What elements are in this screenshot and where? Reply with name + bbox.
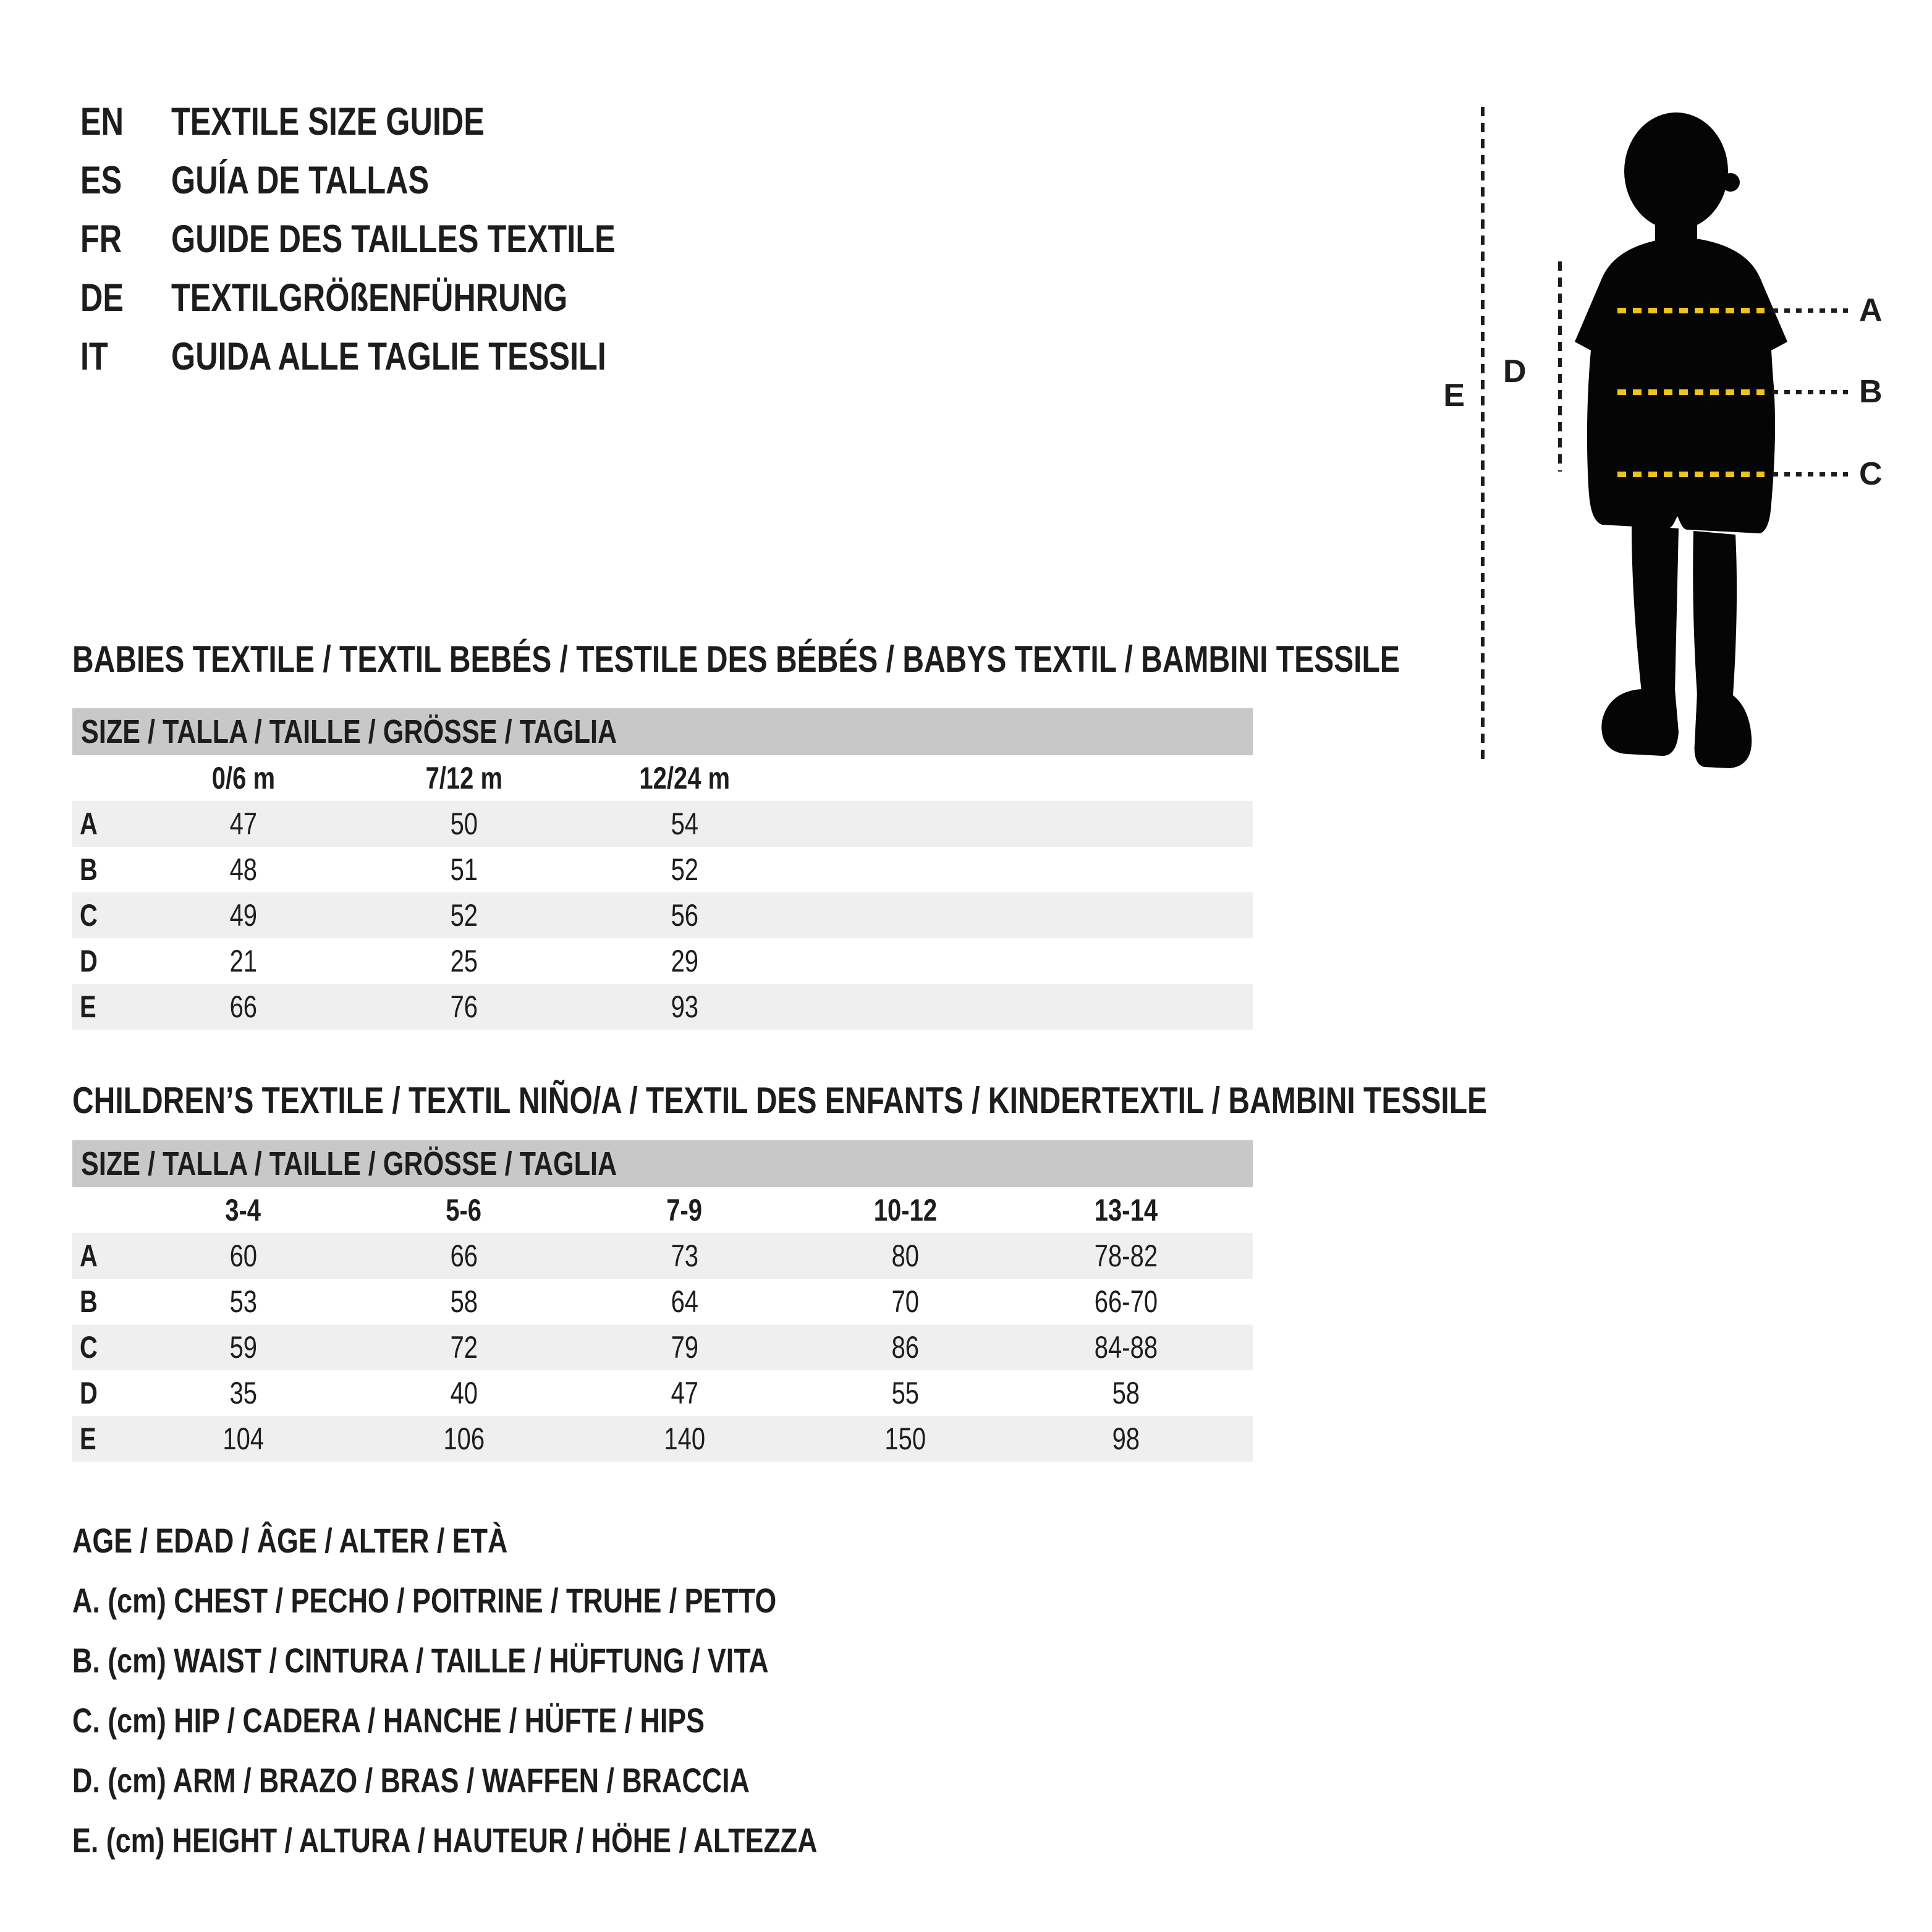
babies-size-table xyxy=(72,708,1253,1074)
table-cell xyxy=(354,1238,574,1274)
column-header-text: 0/6 m xyxy=(211,761,275,795)
cell-value: 98 xyxy=(1112,1421,1140,1456)
legend-line-height xyxy=(72,1820,1004,1861)
column-header-text: 3-4 xyxy=(225,1193,261,1227)
cell-value: 53 xyxy=(229,1284,257,1319)
column-header-text: 7-9 xyxy=(666,1193,703,1227)
row-label xyxy=(72,897,133,933)
babies-column-header xyxy=(133,760,354,796)
children-column-header xyxy=(133,1192,354,1228)
hip-dot-line-c xyxy=(1773,472,1848,477)
table-cell xyxy=(354,1329,574,1365)
legend-line-arm xyxy=(72,1760,919,1801)
cell-value: 35 xyxy=(229,1376,257,1410)
chest-dash-line-a xyxy=(1617,308,1765,313)
column-header-text: 7/12 m xyxy=(425,761,502,795)
row-label-text: B xyxy=(80,852,98,887)
children-section-heading-text: CHILDREN’S TEXTILE / TEXTIL NIÑO/A / TEXTIL DES ENFANTS / KINDERTEXTIL / BAMBINI TESSILE xyxy=(72,1080,1488,1121)
children-column-header-row xyxy=(72,1187,1253,1233)
table-row-d xyxy=(72,938,1253,984)
cell-value: 78-82 xyxy=(1094,1239,1158,1273)
row-label xyxy=(72,1238,133,1274)
babies-size-bar xyxy=(72,708,1253,755)
table-cell xyxy=(133,1329,354,1365)
cell-value: 50 xyxy=(450,807,478,841)
table-cell xyxy=(1015,1238,1236,1274)
table-cell xyxy=(133,1421,354,1457)
cell-value: 73 xyxy=(671,1239,698,1273)
language-code: EN xyxy=(80,100,124,143)
cell-value: 60 xyxy=(229,1239,257,1273)
legend-line-chest xyxy=(72,1580,952,1621)
cell-value: 70 xyxy=(891,1284,919,1319)
children-size-bar-text: SIZE / TALLA / TAILLE / GRÖSSE / TAGLIA xyxy=(81,1145,617,1182)
row-label xyxy=(72,1421,133,1457)
cell-value: 79 xyxy=(671,1330,698,1365)
table-cell xyxy=(354,806,574,842)
cell-value: 56 xyxy=(671,898,698,933)
row-label xyxy=(72,852,133,888)
legend-text: D. (cm) ARM / BRAZO / BRAS / WAFFEN / BRACCIA xyxy=(72,1761,750,1800)
cell-value: 72 xyxy=(450,1330,478,1365)
language-code: FR xyxy=(80,218,122,261)
cell-value: 66-70 xyxy=(1094,1284,1158,1319)
table-cell xyxy=(354,1284,574,1320)
cell-value: 106 xyxy=(443,1421,485,1456)
arm-measure-line-d xyxy=(1558,261,1562,472)
row-label-text: C xyxy=(80,1330,98,1365)
table-row-b xyxy=(72,847,1253,892)
row-label xyxy=(72,943,133,979)
legend-text: AGE / EDAD / ÂGE / ALTER / ETÀ xyxy=(72,1521,508,1560)
table-cell xyxy=(1015,1329,1236,1365)
table-cell xyxy=(133,943,354,979)
hip-dash-line-c xyxy=(1617,472,1765,477)
table-cell xyxy=(133,897,354,933)
table-cell xyxy=(574,806,795,842)
table-cell xyxy=(795,1329,1015,1365)
table-row-e xyxy=(72,1416,1253,1462)
cell-value: 58 xyxy=(1112,1376,1140,1410)
table-cell xyxy=(574,1375,795,1411)
table-cell xyxy=(574,1238,795,1274)
legend-line-hip xyxy=(72,1700,863,1741)
cell-value: 150 xyxy=(884,1421,926,1456)
table-row-a xyxy=(72,1233,1253,1279)
cell-value: 104 xyxy=(222,1421,264,1456)
cell-value: 47 xyxy=(671,1376,698,1410)
table-cell xyxy=(354,897,574,933)
language-code: IT xyxy=(80,335,108,378)
row-label xyxy=(72,806,133,842)
table-cell xyxy=(574,1421,795,1457)
figure-label-d: D xyxy=(1503,354,1527,389)
children-column-header xyxy=(795,1192,1015,1228)
children-size-bar xyxy=(72,1140,1253,1187)
table-cell xyxy=(133,989,354,1025)
table-row-b xyxy=(72,1279,1253,1324)
row-label-text: D xyxy=(80,944,98,978)
cell-value: 47 xyxy=(229,807,257,841)
table-row-c xyxy=(72,892,1253,938)
table-cell xyxy=(354,852,574,888)
table-cell xyxy=(133,1284,354,1320)
table-cell xyxy=(574,897,795,933)
table-row-d xyxy=(72,1370,1253,1416)
table-cell xyxy=(354,943,574,979)
row-label xyxy=(72,1329,133,1365)
row-label xyxy=(72,989,133,1025)
cell-value: 49 xyxy=(229,898,257,933)
figure-label-b: B xyxy=(1859,374,1883,410)
children-column-header xyxy=(354,1192,574,1228)
cell-value: 84-88 xyxy=(1094,1330,1158,1365)
row-label-text: B xyxy=(80,1284,98,1319)
table-cell xyxy=(133,806,354,842)
babies-column-header xyxy=(354,760,574,796)
column-header-text: 10-12 xyxy=(873,1193,937,1227)
table-row-e xyxy=(72,984,1253,1030)
row-label-text: C xyxy=(80,898,98,933)
column-header-text: 13-14 xyxy=(1094,1193,1158,1227)
chest-dot-line-a xyxy=(1773,308,1848,313)
children-section-heading xyxy=(72,1080,1841,1121)
cell-value: 64 xyxy=(671,1284,698,1319)
cell-value: 25 xyxy=(450,944,478,978)
legend-line-age xyxy=(72,1520,617,1561)
babies-section-heading xyxy=(72,639,1732,680)
cell-value: 55 xyxy=(891,1376,919,1410)
table-cell xyxy=(795,1421,1015,1457)
cell-value: 59 xyxy=(229,1330,257,1365)
cell-value: 29 xyxy=(671,944,698,978)
language-title: GUIDA ALLE TAGLIE TESSILI xyxy=(171,335,606,378)
table-cell xyxy=(574,943,795,979)
row-label-text: A xyxy=(80,807,98,841)
table-cell xyxy=(354,989,574,1025)
row-label-text: A xyxy=(80,1239,98,1273)
table-cell xyxy=(574,852,795,888)
table-cell xyxy=(1015,1421,1236,1457)
cell-value: 48 xyxy=(229,852,257,887)
cell-value: 80 xyxy=(891,1239,919,1273)
waist-dot-line-b xyxy=(1773,390,1848,394)
table-row-c xyxy=(72,1324,1253,1370)
cell-value: 93 xyxy=(671,989,698,1024)
table-cell xyxy=(574,1284,795,1320)
table-cell xyxy=(1015,1375,1236,1411)
babies-section-heading-text: BABIES TEXTILE / TEXTIL BEBÉS / TESTILE DES BÉBÉS / BABYS TEXTIL / BAMBINI TESSILE xyxy=(72,638,1400,680)
cell-value: 86 xyxy=(891,1330,919,1365)
table-cell xyxy=(574,1329,795,1365)
language-title: TEXTILGRÖßENFÜHRUNG xyxy=(171,276,568,320)
cell-value: 40 xyxy=(450,1376,478,1410)
table-cell xyxy=(795,1375,1015,1411)
babies-column-header-row xyxy=(72,755,1253,801)
column-header-text: 5-6 xyxy=(446,1193,482,1227)
table-cell xyxy=(133,1238,354,1274)
language-title: GUÍA DE TALLAS xyxy=(171,159,430,202)
table-cell xyxy=(354,1375,574,1411)
cell-value: 140 xyxy=(664,1421,705,1456)
table-cell xyxy=(795,1238,1015,1274)
cell-value: 58 xyxy=(450,1284,478,1319)
table-cell xyxy=(574,989,795,1025)
child-silhouette-figure xyxy=(1570,102,1792,782)
table-cell xyxy=(1015,1284,1236,1320)
figure-label-c: C xyxy=(1859,456,1883,492)
cell-value: 66 xyxy=(229,989,257,1024)
row-label xyxy=(72,1284,133,1320)
legend-line-waist xyxy=(72,1640,943,1681)
babies-column-header xyxy=(574,760,795,796)
cell-value: 66 xyxy=(450,1239,478,1273)
table-cell xyxy=(133,852,354,888)
row-label-text: E xyxy=(80,1421,96,1456)
row-label-text: E xyxy=(80,989,96,1024)
cell-value: 54 xyxy=(671,807,698,841)
cell-value: 51 xyxy=(450,852,478,887)
waist-dash-line-b xyxy=(1617,389,1765,395)
table-row-a xyxy=(72,801,1253,847)
babies-size-bar-text: SIZE / TALLA / TAILLE / GRÖSSE / TAGLIA xyxy=(81,713,617,750)
cell-value: 52 xyxy=(450,898,478,933)
language-code: DE xyxy=(80,276,124,320)
legend-text: E. (cm) HEIGHT / ALTURA / HAUTEUR / HÖHE / ALTEZZA xyxy=(72,1821,818,1860)
cell-value: 52 xyxy=(671,852,698,887)
language-title: TEXTILE SIZE GUIDE xyxy=(171,100,485,143)
legend-text: C. (cm) HIP / CADERA / HANCHE / HÜFTE / HIPS xyxy=(72,1701,705,1740)
legend-text: B. (cm) WAIST / CINTURA / TAILLE / HÜFTUNG / VITA xyxy=(72,1641,769,1680)
cell-value: 21 xyxy=(229,944,257,978)
children-column-header xyxy=(1015,1192,1236,1228)
language-title: GUIDE DES TAILLES TEXTILE xyxy=(171,218,616,261)
figure-label-e: E xyxy=(1443,378,1465,413)
table-cell xyxy=(133,1375,354,1411)
legend-text: A. (cm) CHEST / PECHO / POITRINE / TRUHE / PETTO xyxy=(72,1581,777,1620)
children-column-header xyxy=(574,1192,795,1228)
row-label xyxy=(72,1375,133,1411)
figure-label-a: A xyxy=(1859,292,1883,328)
column-header-text: 12/24 m xyxy=(639,761,730,795)
row-label-text: D xyxy=(80,1376,98,1410)
table-cell xyxy=(354,1421,574,1457)
language-code: ES xyxy=(80,159,122,202)
cell-value: 76 xyxy=(450,989,478,1024)
table-cell xyxy=(795,1284,1015,1320)
children-size-table xyxy=(72,1140,1253,1506)
